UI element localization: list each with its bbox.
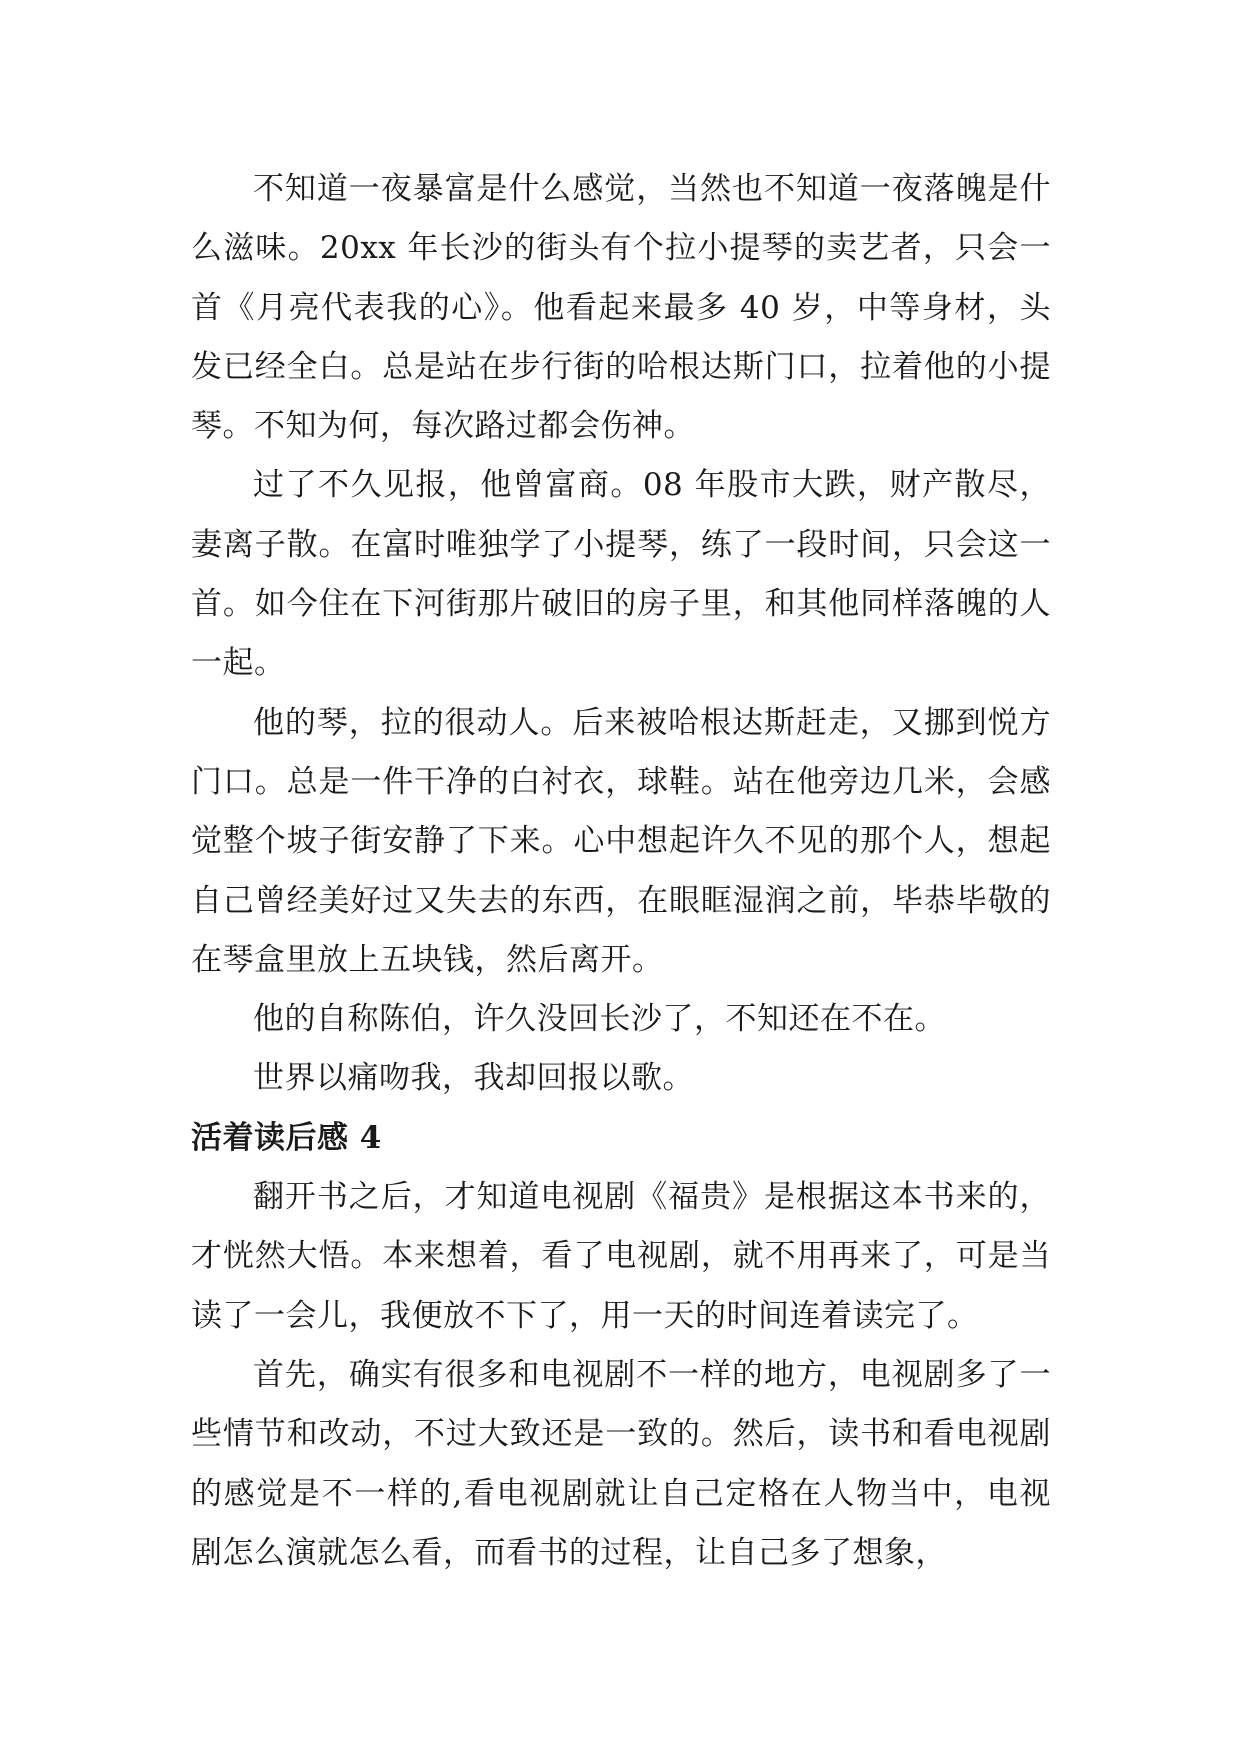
paragraph: 不知道一夜暴富是什么感觉，当然也不知道一夜落魄是什么滋味。20xx 年长沙的街头有个拉小提琴的卖艺者，只会一首《月亮代表我的心》。他看起来最多 40 岁，中等身材，头发已经全白。总是站在步行街的哈根达斯门口，拉着他的小提琴。不知为何，每次路过都会伤神。 (191, 171, 1051, 445)
document-body (191, 160, 1051, 1583)
section-title: 活着读后感 4 (191, 1119, 382, 1156)
paragraph: 翻开书之后，才知道电视剧《福贵》是根据这本书来的，才恍然大悟。本来想着，看了电视剧，就不用再来了，可是当读了一会儿，我便放不下了，用一天的时间连着读完了。 (191, 1179, 1051, 1334)
paragraph: 他的琴，拉的很动人。后来被哈根达斯赶走，又挪到悦方门口。总是一件干净的白衬衣，球鞋。站在他旁边几米，会感觉整个坡子街安静了下来。心中想起许久不见的那个人，想起自己曾经美好过又失去的东西，在眼眶湿润之前，毕恭毕敬的在琴盒里放上五块钱，然后离开。 (191, 704, 1051, 978)
paragraph: 首先，确实有很多和电视剧不一样的地方，电视剧多了一些情节和改动，不过大致还是一致的。然后，读书和看电视剧的感觉是不一样的,看电视剧就让自己定格在人物当中，电视剧怎么演就怎么看，而看书的过程，让自己多了想象， (191, 1356, 1051, 1571)
paragraph: 他的自称陈伯，许久没回长沙了，不知还在不在。 (253, 1001, 946, 1038)
paragraph: 过了不久见报，他曾富商。08 年股市大跌，财产散尽，妻离子散。在富时唯独学了小提琴，练了一段时间，只会这一首。如今住在下河街那片破旧的房子里，和其他同样落魄的人一起。 (191, 467, 1051, 682)
paragraph: 世界以痛吻我，我却回报以歌。 (253, 1060, 694, 1097)
